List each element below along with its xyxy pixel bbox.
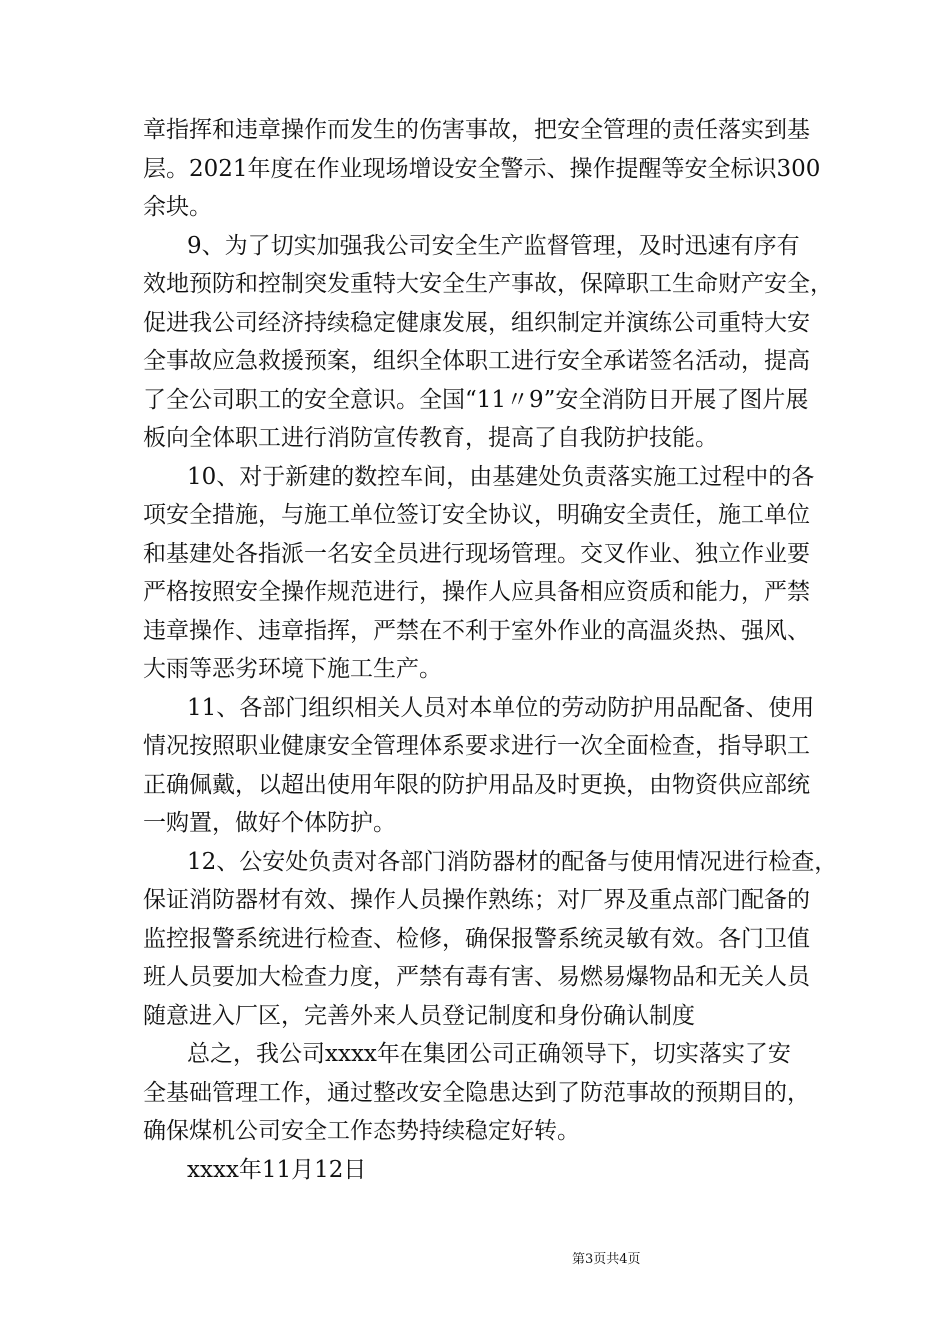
text-line: xxxx年11月12日 (187, 1156, 367, 1183)
text-line: 违章操作、违章指挥，严禁在不利于室外作业的高温炎热、强风、 (143, 617, 810, 644)
text-line: 监控报警系统进行检查、检修，确保报警系统灵敏有效。各门卫值 (143, 925, 810, 952)
text-line: 随意进入厂区，完善外来人员登记制度和身份确认制度 (143, 1002, 695, 1029)
text-line: 余块。 (143, 194, 212, 220)
text-line: 全基础管理工作，通过整改安全隐患达到了防范事故的预期目的， (143, 1079, 810, 1106)
text-line: 9、为了切实加强我公司安全生产监督管理，及时迅速有序有 (187, 232, 800, 259)
text-line: 效地预防和控制突发重特大安全生产事故，保障职工生命财产安全， (143, 271, 833, 297)
text-line: 板向全体职工进行消防宣传教育，提高了自我防护技能。 (143, 425, 718, 451)
text-line: 11、各部门组织相关人员对本单位的劳动防护用品配备、使用 (187, 694, 815, 721)
paragraph (143, 1035, 863, 1151)
text-line: 情况按照职业健康安全管理体系要求进行一次全面检查，指导职工 (143, 733, 810, 759)
text-line: 大雨等恶劣环境下施工生产。 (143, 656, 442, 682)
text-line: 12、公安处负责对各部门消防器材的配备与使用情况进行检查， (187, 848, 838, 875)
text-line: 总之，我公司xxxx年在集团公司正确领导下，切实落实了安 (187, 1041, 791, 1067)
text-line: 班人员要加大检查力度，严禁有毒有害、易燃易爆物品和无关人员 (143, 964, 810, 990)
document-body (143, 111, 863, 1189)
paragraph (143, 227, 863, 458)
text-line: 严格按照安全操作规范进行，操作人应具备相应资质和能力，严禁 (143, 579, 810, 605)
text-line: 章指挥和违章操作而发生的伤害事故，把安全管理的责任落实到基 (143, 117, 810, 143)
paragraph (143, 843, 863, 1036)
paragraph (143, 458, 863, 689)
paragraph (143, 689, 863, 843)
text-line: 和基建处各指派一名安全员进行现场管理。交叉作业、独立作业要 (143, 540, 810, 567)
text-line: 一购置，做好个体防护。 (143, 810, 396, 836)
text-line: 层。2021年度在作业现场增设安全警示、操作提醒等安全标识300 (143, 155, 821, 182)
text-line: 10、对于新建的数控车间，由基建处负责落实施工过程中的各 (187, 463, 815, 490)
text-line: 促进我公司经济持续稳定健康发展，组织制定并演练公司重特大安 (143, 309, 810, 336)
text-line: 全事故应急救援预案，组织全体职工进行安全承诺签名活动，提高 (143, 348, 810, 374)
paragraph (143, 1151, 863, 1190)
text-line: 保证消防器材有效、操作人员操作熟练；对厂界及重点部门配备的 (143, 887, 810, 913)
text-line: 正确佩戴，以超出使用年限的防护用品及时更换，由物资供应部统 (143, 771, 810, 798)
page-number: 第3页共4页 (572, 1252, 641, 1267)
text-line: 了全公司职工的安全意识。全国“11〃9”安全消防日开展了图片展 (143, 386, 809, 413)
text-line: 确保煤机公司安全工作态势持续稳定好转。 (143, 1118, 580, 1144)
paragraph (143, 111, 863, 227)
text-line: 项安全措施，与施工单位签订安全协议，明确安全责任，施工单位 (143, 502, 810, 528)
